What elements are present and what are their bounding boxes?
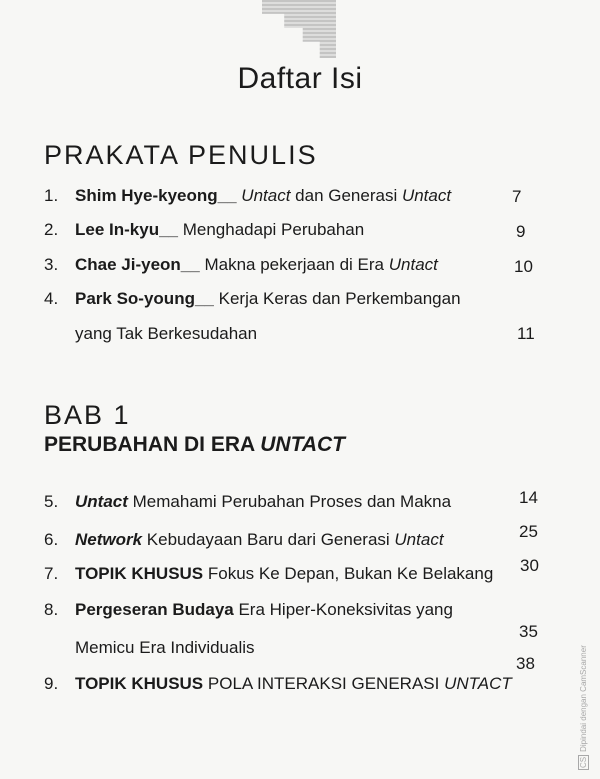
entry-text: Fokus Ke Depan, Bukan Ke Belakang [203,564,494,583]
toc-entry-2 [44,220,564,240]
camscanner-logo-icon: CS [579,756,588,768]
entry-text: Era Hiper-Koneksivitas yang [233,600,453,619]
entry-author: Lee In-kyu__ [75,220,178,239]
entry-text: Makna pekerjaan di Era [204,255,389,274]
entry-term: Network [75,530,143,549]
page-title: Daftar Isi [237,62,363,95]
entry-text: Menghadapi Perubahan [182,220,365,239]
entry-number: 2. [44,220,59,239]
toc-entry-4 [44,289,564,309]
entry-text: Kebudayaan Baru dari Generasi [142,530,395,549]
chapter-title [44,433,345,457]
entry-author: Park So-young__ [75,289,214,308]
page-number: 30 [520,556,539,575]
watermark-text: Dipindai dengan CamScanner [579,645,588,752]
page-number: 11 [517,324,535,343]
entry-term: Pergeseran Budaya [75,600,234,619]
entry-continuation: yang Tak Berkesudahan [75,324,258,343]
entry-author: Chae Ji-yeon__ [75,255,200,274]
chapter-label: BAB 1 [44,400,131,430]
entry-italic-term: Untact [394,530,444,549]
entry-author: Shim Hye-kyeong__ [75,186,237,205]
entry-number: 8. [44,600,59,619]
scan-artifact [262,0,336,58]
toc-entry-8 [44,600,564,620]
entry-number: 9. [44,674,59,693]
toc-entry-5 [44,492,564,512]
entry-term: TOPIK KHUSUS [75,674,204,693]
entry-number: 7. [44,564,59,583]
page-number: 35 [519,622,538,641]
toc-entry-3 [44,255,564,275]
entry-number: 3. [44,255,59,274]
entry-continuation: Memicu Era Individualis [75,638,255,657]
toc-entry-7 [44,564,564,584]
entry-italic-term: UNTACT [444,674,512,693]
entry-text: POLA INTERAKSI GENERASI [203,674,445,693]
toc-entry-9 [44,674,564,694]
prakata-heading: PRAKATA PENULIS [44,140,318,170]
page-number: 25 [519,522,538,541]
entry-term: Untact [75,492,128,511]
page-number: 38 [516,654,535,673]
entry-text: Memahami Perubahan Proses dan Makna [127,492,452,511]
entry-italic-term: Untact [241,186,291,205]
page-number: 7 [512,187,522,206]
toc-entry-1 [44,186,564,206]
camscanner-watermark [578,645,589,770]
entry-text: dan Generasi [290,186,402,205]
entry-number: 5. [44,492,59,511]
entry-italic-term: Untact [401,186,452,205]
entry-text: Kerja Keras dan Perkembangan [218,289,461,308]
page-number: 9 [516,222,526,241]
entry-number: 1. [44,186,59,205]
toc-entry-6 [44,530,564,550]
page-number: 10 [514,257,533,276]
entry-number: 4. [44,289,59,308]
page-number: 14 [519,488,538,507]
chapter-title-italic: UNTACT [260,433,345,456]
entry-number: 6. [44,530,59,549]
entry-term: TOPIK KHUSUS [75,564,204,583]
entry-italic-term: Untact [388,255,438,274]
chapter-title-text: PERUBAHAN DI ERA [44,433,261,456]
